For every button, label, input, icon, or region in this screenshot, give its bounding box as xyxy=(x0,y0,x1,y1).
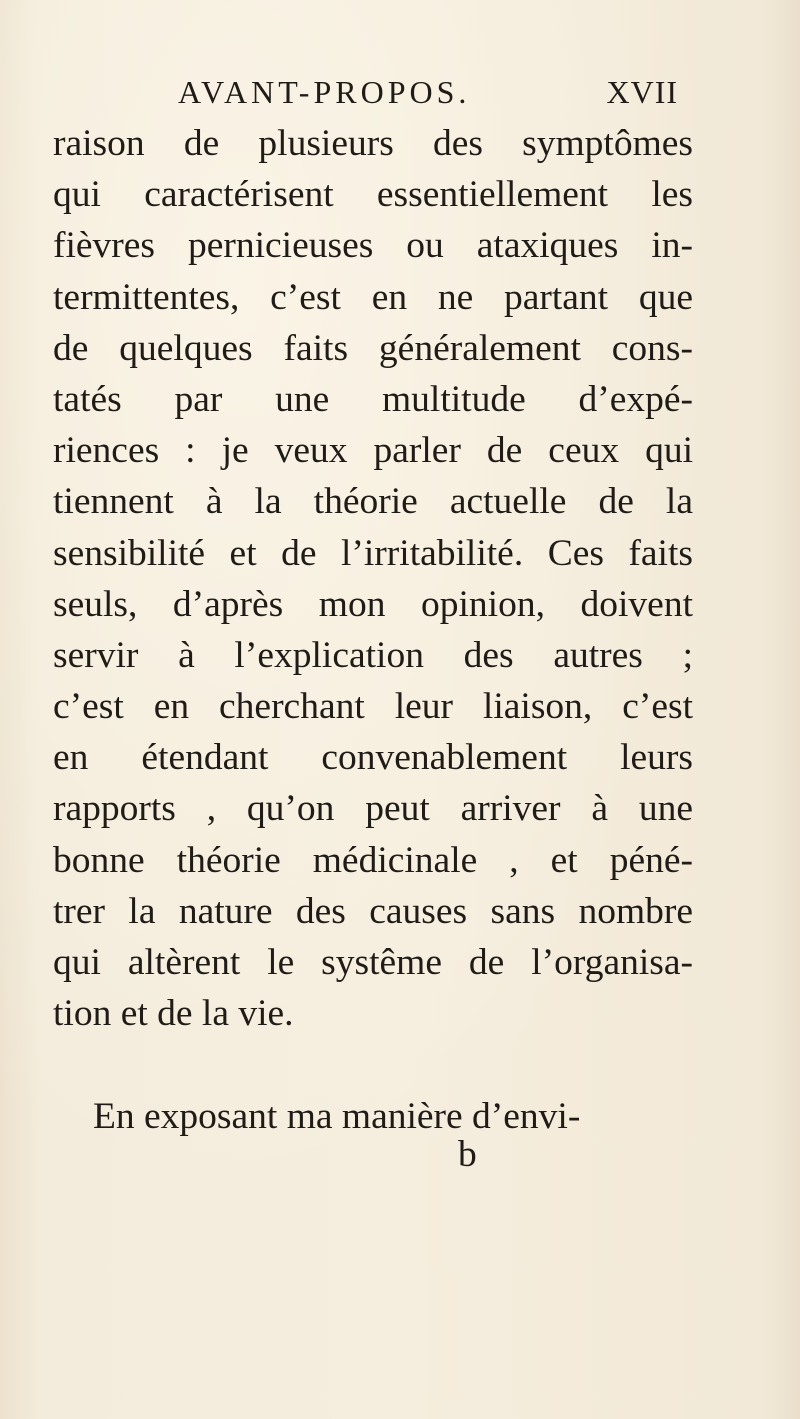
body-text xyxy=(53,118,693,1142)
text-line: de quelques faits généralement cons- xyxy=(53,327,693,369)
signature-mark: b xyxy=(458,1134,477,1175)
text-line: seuls, d’après mon opinion, doivent xyxy=(53,583,693,625)
text-line: sensibilité et de l’irritabilité. Ces faits xyxy=(53,532,693,574)
text-line: tiennent à la théorie actuelle de la xyxy=(53,481,693,523)
running-header xyxy=(178,74,678,114)
text-line: en étendant convenablement leurs xyxy=(53,737,693,779)
text-line: riences : je veux parler de ceux qui xyxy=(53,430,693,472)
text-line: trer la nature des causes sans nombre xyxy=(53,890,693,932)
text-line: bonne théorie médicinale , et péné- xyxy=(53,839,693,881)
page-number: XVII xyxy=(606,74,678,110)
text-line: rapports , qu’on peut arriver à une xyxy=(53,788,693,830)
text-line: fièvres pernicieuses ou ataxiques in- xyxy=(53,225,693,267)
text-line: raison de plusieurs des symptômes xyxy=(53,123,693,164)
paragraph-gap xyxy=(53,1039,693,1090)
text-line: qui caractérisent essentiellement les xyxy=(53,174,693,216)
running-title: AVANT-PROPOS. xyxy=(178,74,471,110)
text-line: servir à l’explication des autres ; xyxy=(53,634,693,676)
text-line: c’est en cherchant leur liaison, c’est xyxy=(53,686,693,728)
paragraph-2-first-line: En exposant ma manière d’envi- xyxy=(93,1095,581,1137)
text-line: termittentes, c’est en ne partant que xyxy=(53,276,693,318)
text-line: tatés par une multitude d’expé- xyxy=(53,378,693,420)
text-line: qui altèrent le systême de l’organisa- xyxy=(53,942,693,983)
text-line-last: tion et de la vie. xyxy=(53,993,294,1035)
